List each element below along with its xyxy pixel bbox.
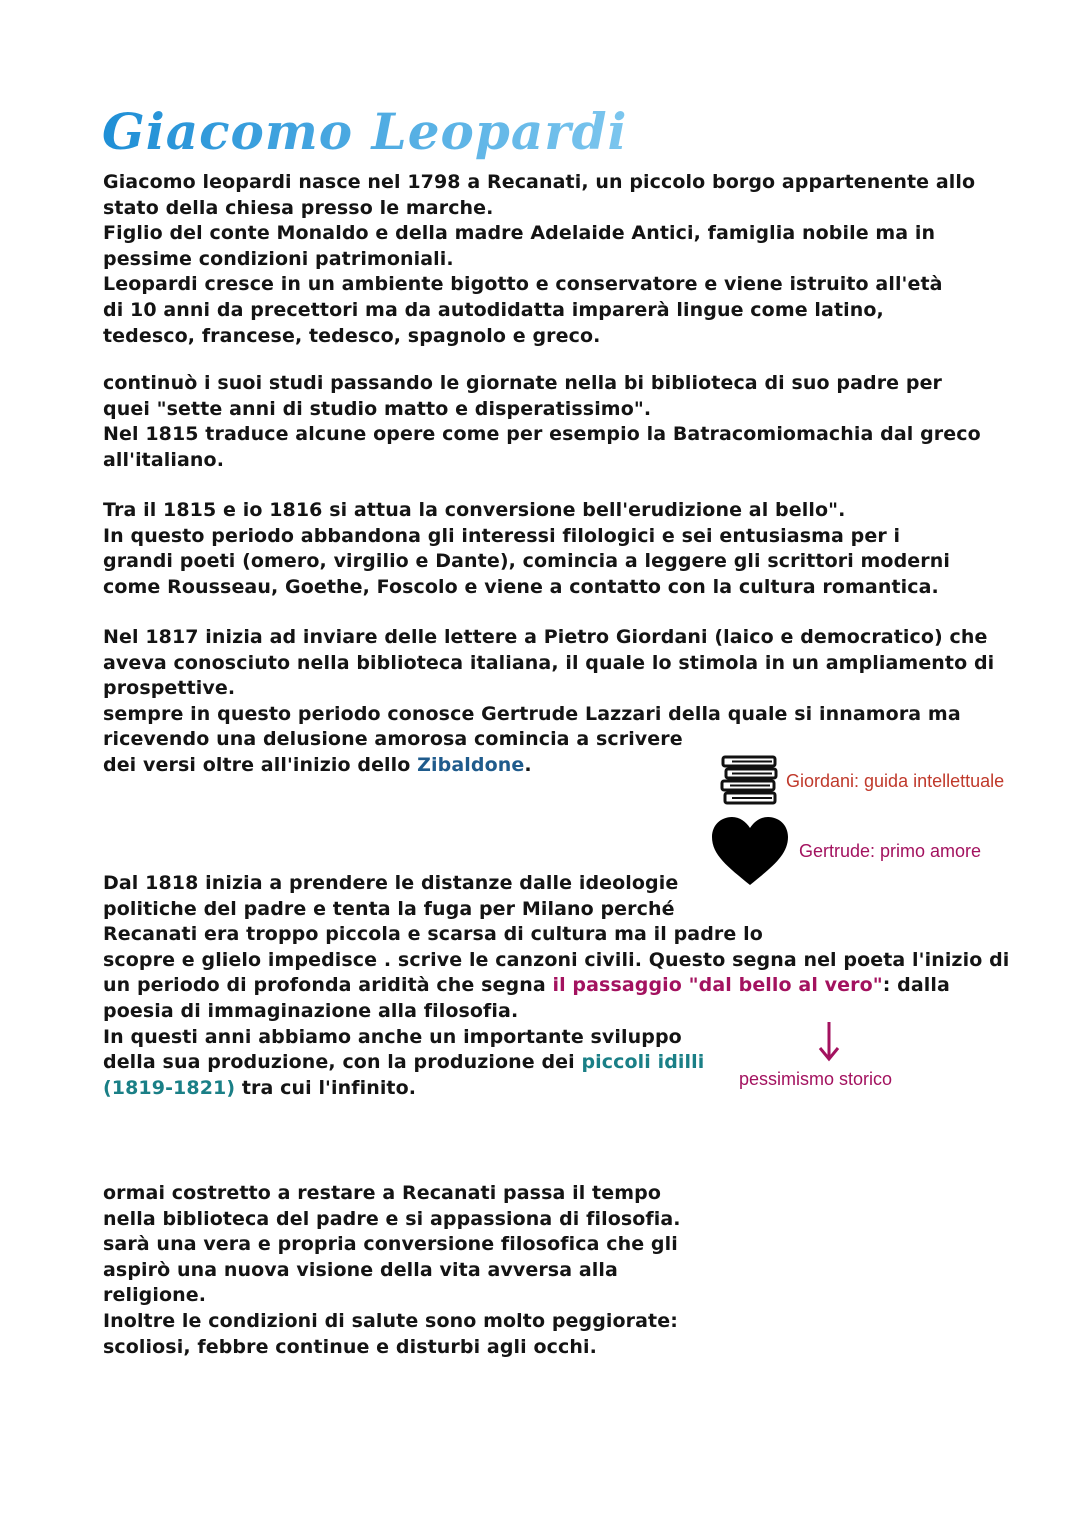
- text-line: scopre e glielo impedisce . scrive le canzoni civili. Questo segna nel poeta l'inizio di: [103, 948, 1010, 971]
- paragraph-filosofia: [103, 1181, 681, 1360]
- paragraph-giordani: [103, 625, 994, 779]
- text-line: Recanati era troppo piccola e scarsa di cultura ma il padre lo: [103, 923, 763, 946]
- text-line: Leopardi cresce in un ambiente bigotto e conservatore e viene istruito all'età: [103, 273, 943, 296]
- text-fragment: della sua produzione, con la produzione dei: [103, 1051, 582, 1074]
- text-line: Giacomo leopardi nasce nel 1798 a Recanati, un piccolo borgo appartenente allo: [103, 171, 976, 193]
- text-line: di 10 anni da precettori ma da autodidatta imparerà lingue come latino,: [103, 298, 884, 321]
- text-line: quei "sette anni di studio matto e disperatissimo".: [103, 397, 652, 420]
- paragraph-studies: [103, 371, 981, 473]
- text-line: aspirò una nuova visione della vita avversa alla: [103, 1258, 618, 1281]
- text-line: stato della chiesa presso le marche.: [103, 196, 494, 219]
- highlight-idilli: piccoli idilli: [581, 1051, 705, 1074]
- text-line: In questo periodo abbandona gli interessi filologici e sei entusiasma per i: [103, 524, 901, 547]
- text-fragment: un periodo di profonda aridità che segna: [103, 974, 553, 997]
- text-line: Dal 1818 inizia a prendere le distanze dalle ideologie: [103, 872, 679, 894]
- text-line: Nel 1815 traduce alcune opere come per esempio la Batracomiomachia dal greco: [103, 423, 981, 446]
- note-pessimismo: pessimismo storico: [739, 1069, 893, 1089]
- text-line: aveva conosciuto nella biblioteca italiana, il quale lo stimola in un ampliamento di: [103, 651, 995, 674]
- text-line: Figlio del conte Monaldo e della madre Adelaide Antici, famiglia nobile ma in: [103, 222, 936, 245]
- note-giordani: Giordani: guida intellettuale: [786, 771, 1005, 791]
- text-line: Nel 1817 inizia ad inviare delle lettere a Pietro Giordani (laico e democratico) che: [103, 626, 988, 648]
- text-line: come Rousseau, Goethe, Foscolo e viene a contatto con la cultura romantica.: [103, 575, 939, 598]
- note-gertrude: Gertrude: primo amore: [799, 841, 982, 861]
- text-line: scoliosi, febbre continue e disturbi agli occhi.: [103, 1335, 597, 1358]
- books-icon: [720, 754, 778, 806]
- text-line: Tra il 1815 e io 1816 si attua la conversione bell'erudizione al bello".: [103, 499, 846, 521]
- highlight-passaggio: il passaggio "dal bello al vero": [552, 974, 883, 997]
- paragraph-conversion: [103, 498, 950, 600]
- text-line: poesia di immaginazione alla filosofia.: [103, 999, 519, 1022]
- text-line: nella biblioteca del padre e si appassiona di filosofia.: [103, 1207, 681, 1230]
- text-line: religione.: [103, 1284, 207, 1307]
- text-fragment: : dalla: [882, 974, 950, 997]
- page-title: Giacomo Leopardi: [102, 102, 628, 161]
- paragraph-milano: [103, 871, 1009, 1101]
- text-line: politiche del padre e tenta la fuga per Milano perché: [103, 897, 675, 920]
- text-line: tedesco, francese, tedesco, spagnolo e greco.: [103, 324, 601, 347]
- text-fragment: .: [524, 753, 532, 776]
- arrow-down-icon: [817, 1020, 841, 1062]
- text-line: [103, 973, 1009, 999]
- text-line: ormai costretto a restare a Recanati passa il tempo: [103, 1182, 661, 1204]
- text-line: prospettive.: [103, 677, 236, 700]
- text-fragment: tra cui l'infinito.: [235, 1076, 417, 1099]
- text-line: continuò i suoi studi passando le giornate nella bi biblioteca di suo padre per: [103, 372, 943, 394]
- text-fragment: dei versi oltre all'inizio dello: [103, 753, 418, 776]
- text-line: pessime condizioni patrimoniali.: [103, 247, 454, 270]
- highlight-zibaldone: Zibaldone: [417, 753, 525, 776]
- paragraph-birth: [103, 170, 975, 349]
- text-line: In questi anni abbiamo anche un importante sviluppo: [103, 1025, 682, 1048]
- highlight-idilli-years: (1819-1821): [103, 1076, 236, 1099]
- text-line: all'italiano.: [103, 448, 225, 471]
- text-line: grandi poeti (omero, virgilio e Dante), comincia a leggere gli scrittori moderni: [103, 550, 950, 573]
- text-line: ricevendo una delusione amorosa comincia a scrivere: [103, 728, 683, 751]
- text-line: Inoltre le condizioni di salute sono molto peggiorate:: [103, 1309, 678, 1332]
- text-line: sarà una vera e propria conversione filosofica che gli: [103, 1233, 678, 1256]
- text-line: sempre in questo periodo conosce Gertrude Lazzari della quale si innamora ma: [103, 702, 961, 725]
